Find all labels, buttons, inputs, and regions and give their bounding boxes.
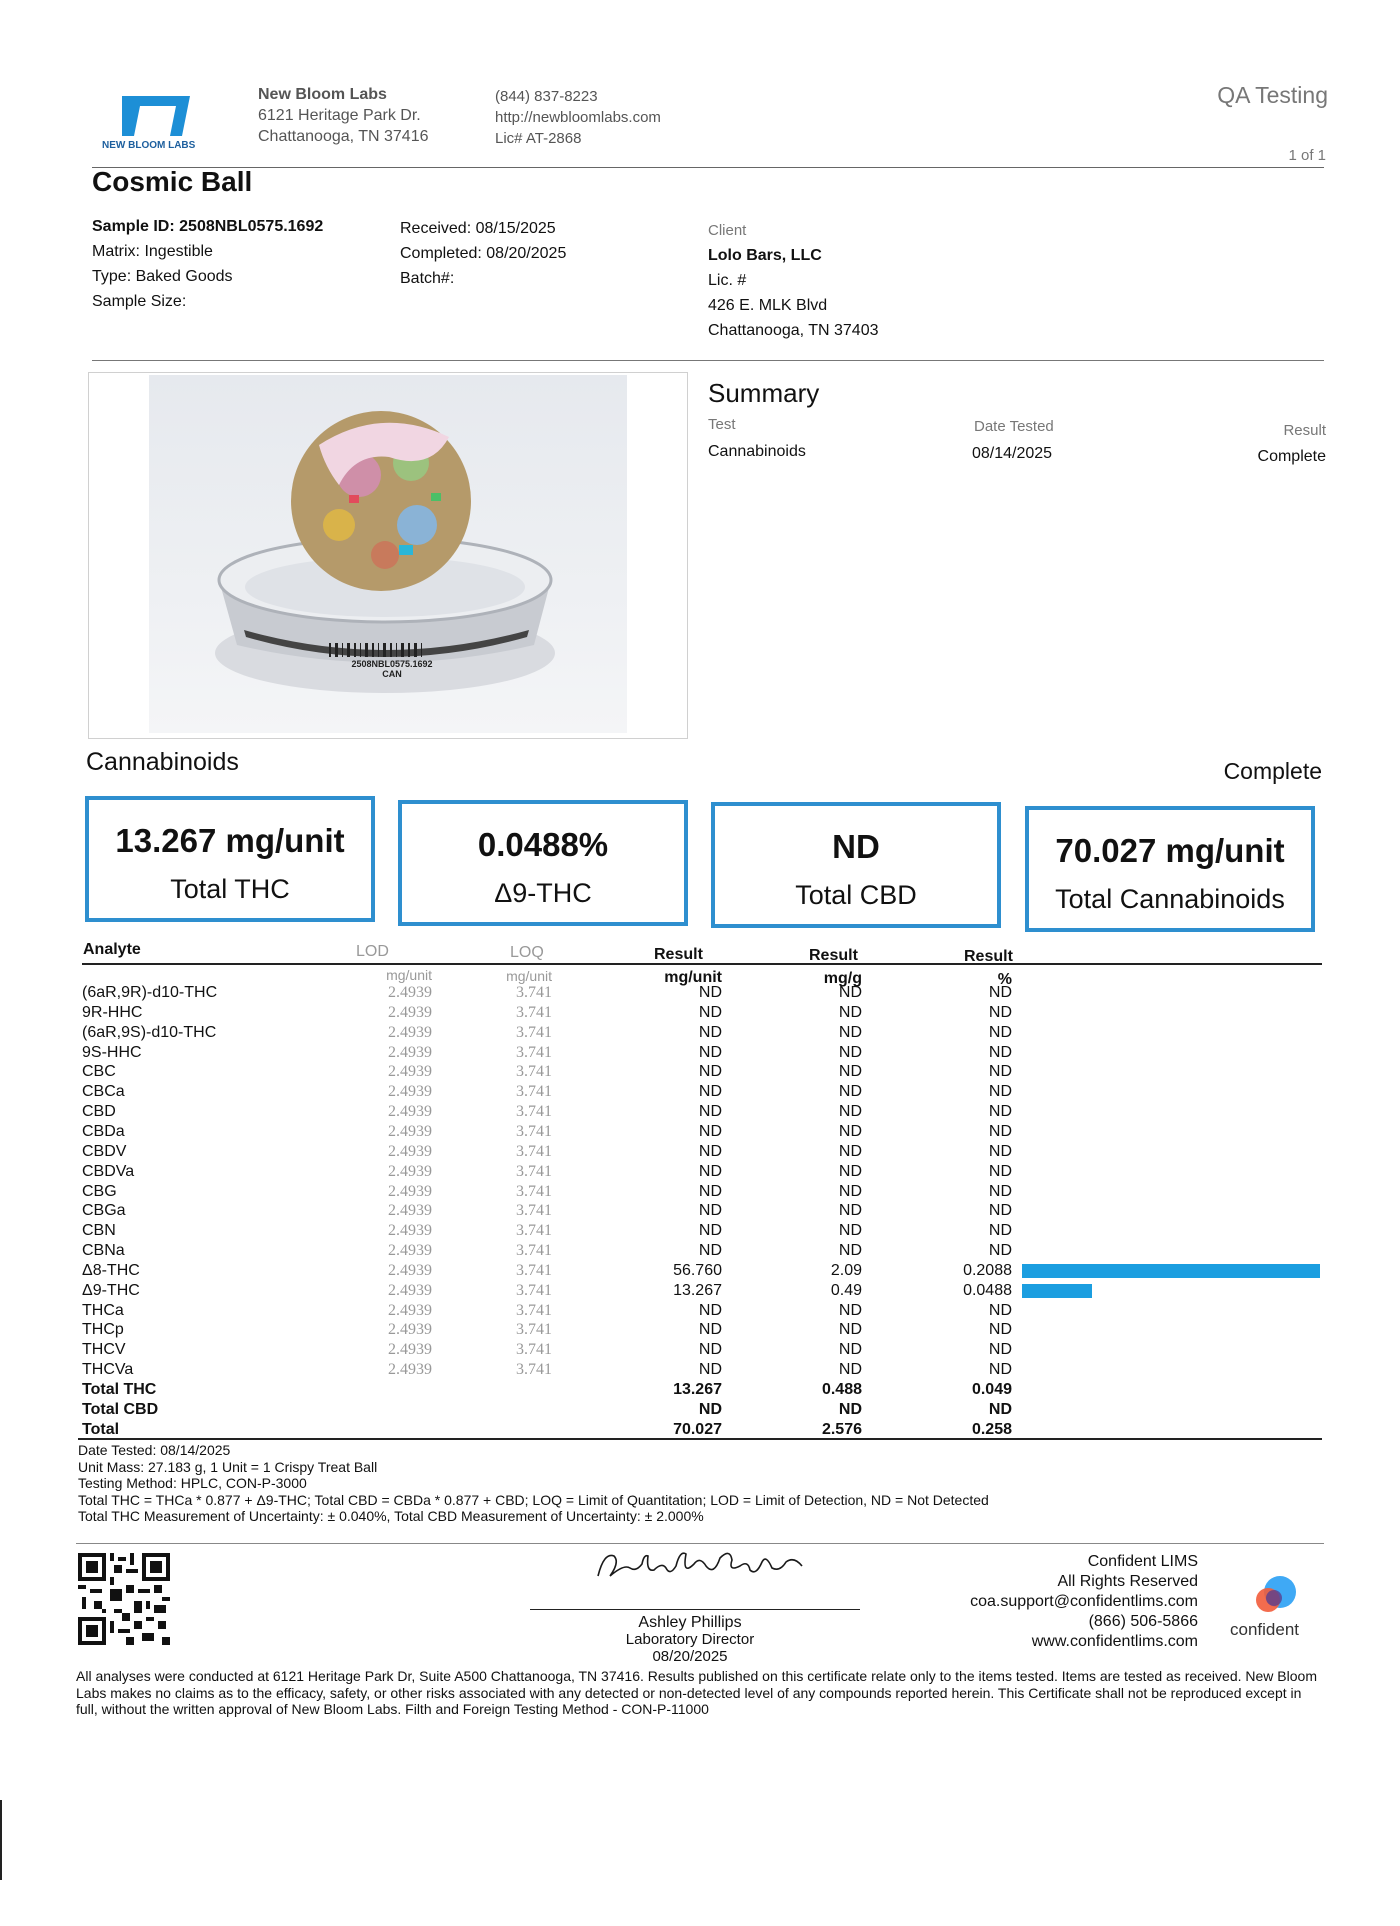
- lab-address: [258, 84, 429, 147]
- photo-sample-label: [337, 659, 447, 679]
- cell-name: CBGa: [82, 1202, 126, 1220]
- cell-r3: ND: [988, 1301, 1012, 1319]
- kpi-total-cbd-label: Total CBD: [795, 880, 917, 910]
- qr-code-icon[interactable]: [78, 1553, 170, 1645]
- cell-lod: 2.4939: [388, 1222, 432, 1240]
- cell-r3: ND: [988, 1122, 1012, 1140]
- cell-lod: 2.4939: [388, 1043, 432, 1061]
- cell-r3: ND: [988, 1103, 1012, 1121]
- client-label: Client: [708, 222, 747, 239]
- cell-r1: ND: [698, 1361, 722, 1379]
- cell-lod: 2.4939: [388, 1321, 432, 1339]
- lab-website[interactable]: http://newbloomlabs.com: [495, 109, 661, 126]
- unit-lod: mg/unit: [386, 967, 432, 983]
- cell-r3: ND: [988, 1321, 1012, 1339]
- lims-info: [970, 1552, 1198, 1652]
- signature-image: [590, 1542, 810, 1588]
- cell-lod: 2.4939: [388, 1122, 432, 1140]
- confident-logo: [1230, 1574, 1340, 1644]
- cell-r2: ND: [838, 1103, 862, 1121]
- cell-loq: 3.741: [516, 1023, 552, 1041]
- cell-lod: 2.4939: [388, 1182, 432, 1200]
- photo-sample-id: 2508NBL0575.1692: [351, 659, 433, 669]
- kpi-total-thc-value: 13.267 mg/unit: [115, 822, 345, 859]
- col-result-mgunit: Result: [654, 946, 703, 963]
- cell-loq: 3.741: [516, 1242, 552, 1260]
- lab-license: Lic# AT-2868: [495, 130, 582, 147]
- cell-loq: 3.741: [516, 1142, 552, 1160]
- scan-edge-mark: [0, 1800, 2, 1880]
- lims-email[interactable]: coa.support@confidentlims.com: [970, 1593, 1198, 1610]
- cell-r2: ND: [838, 1202, 862, 1220]
- lab-address-line1: 6121 Heritage Park Dr.: [258, 107, 421, 124]
- kpi-total-thc-label: Total THC: [170, 874, 290, 904]
- cell-name: 9S-HHC: [82, 1043, 142, 1061]
- table-row: [82, 1183, 1322, 1203]
- col-analyte: Analyte: [83, 941, 141, 958]
- cell-r1: ND: [698, 1321, 722, 1339]
- signatory-title: Laboratory Director: [625, 1631, 755, 1648]
- table-header-rule: [82, 963, 1322, 965]
- sample-dates: [400, 216, 566, 291]
- cell-loq: 3.741: [516, 1083, 552, 1101]
- total-cell-name: Total CBD: [82, 1400, 159, 1418]
- cell-r1: ND: [698, 1103, 722, 1121]
- cell-name: CBNa: [82, 1242, 125, 1260]
- kpi-total-cannabinoids-label: Total Cannabinoids: [1055, 884, 1285, 914]
- header-divider: [92, 167, 1324, 168]
- cell-r2: ND: [838, 984, 862, 1001]
- note-formula: Total THC = THCa * 0.877 + Δ9-THC; Total CBD = CBDa * 0.877 + CBD; LOQ = Limit of Quantitation; LOD = Limit of Detection, ND = Not Detected: [78, 1491, 989, 1508]
- summary-date: 08/14/2025: [972, 445, 1053, 462]
- signatory: [520, 1614, 860, 1665]
- cell-r1: ND: [698, 1301, 722, 1319]
- kpi-d9-thc-label: Δ9-THC: [494, 878, 592, 908]
- cell-r1: ND: [698, 1242, 722, 1260]
- cell-name: CBDVa: [82, 1162, 135, 1180]
- cell-name: CBDV: [82, 1142, 127, 1160]
- lims-rights: All Rights Reserved: [1057, 1573, 1198, 1590]
- sample-size: Sample Size:: [92, 293, 187, 310]
- kpi-total-thc: [85, 796, 375, 922]
- cell-r3: ND: [988, 1361, 1012, 1379]
- received-date: Received: 08/15/2025: [400, 220, 556, 237]
- cell-name: (6aR,9S)-d10-THC: [82, 1023, 217, 1041]
- note-date-tested: Date Tested: 08/14/2025: [78, 1442, 231, 1458]
- client-info: [708, 218, 879, 343]
- col-result-pct: Result: [964, 948, 1013, 965]
- client-name: Lolo Bars, LLC: [708, 247, 822, 264]
- result-bar: [1022, 1284, 1092, 1298]
- table-row: [82, 1024, 1322, 1044]
- cell-r3: ND: [988, 1242, 1012, 1260]
- table-row: [82, 1361, 1322, 1381]
- table-row: [82, 1044, 1322, 1064]
- cell-lod: 2.4939: [388, 1003, 432, 1021]
- cell-r1: 56.760: [673, 1261, 722, 1279]
- total-cell-r3: 0.258: [971, 1420, 1012, 1438]
- signature-graphic: [590, 1542, 810, 1588]
- total-cell-r3: ND: [988, 1400, 1012, 1418]
- cell-loq: 3.741: [516, 1301, 552, 1319]
- table-row: [82, 1143, 1322, 1163]
- col-lod: LOD: [356, 943, 389, 960]
- cell-loq: 3.741: [516, 984, 552, 1001]
- client-address-line2: Chattanooga, TN 37403: [708, 322, 879, 339]
- cell-r1: ND: [698, 1341, 722, 1359]
- cell-r2: ND: [838, 1301, 862, 1319]
- summary-test: Cannabinoids: [708, 443, 806, 460]
- unit-loq: mg/unit: [506, 968, 552, 984]
- cell-name: CBC: [82, 1063, 116, 1081]
- total-row: [82, 1381, 1322, 1401]
- cell-r3: 0.0488: [963, 1281, 1012, 1299]
- sample-info: [92, 214, 323, 314]
- lab-logo: [102, 92, 206, 154]
- cell-loq: 3.741: [516, 1341, 552, 1359]
- cell-r3: ND: [988, 1043, 1012, 1061]
- total-row: [82, 1401, 1322, 1421]
- cell-r1: ND: [698, 1063, 722, 1081]
- table-row: [82, 1063, 1322, 1083]
- cell-name: THCp: [82, 1321, 124, 1339]
- client-address-line1: 426 E. MLK Blvd: [708, 297, 828, 314]
- cell-r3: ND: [988, 1182, 1012, 1200]
- cell-r2: 2.09: [830, 1261, 862, 1279]
- cell-loq: 3.741: [516, 1361, 552, 1379]
- client-license: Lic. #: [708, 272, 747, 289]
- cell-r2: ND: [838, 1023, 862, 1041]
- cell-lod: 2.4939: [388, 1063, 432, 1081]
- total-cell-r3: 0.049: [971, 1381, 1012, 1398]
- cell-loq: 3.741: [516, 1261, 552, 1279]
- cell-r1: ND: [698, 1003, 722, 1021]
- cell-lod: 2.4939: [388, 1281, 432, 1299]
- cell-r3: ND: [988, 1142, 1012, 1160]
- table-row: [82, 1103, 1322, 1123]
- kpi-d9-thc-value: 0.0488%: [477, 826, 609, 863]
- cell-name: Δ9-THC: [82, 1281, 140, 1299]
- cell-lod: 2.4939: [388, 984, 432, 1001]
- cell-r1: ND: [698, 1083, 722, 1101]
- total-cell-r1: 70.027: [673, 1420, 722, 1438]
- cell-lod: 2.4939: [388, 1341, 432, 1359]
- signatory-name: Ashley Phillips: [638, 1614, 742, 1631]
- kpi-total-cannabinoids-value: 70.027 mg/unit: [1055, 832, 1285, 869]
- cell-r1: 13.267: [673, 1281, 722, 1299]
- completed-date: Completed: 08/20/2025: [400, 245, 567, 262]
- sample-photo: [149, 375, 627, 733]
- cell-lod: 2.4939: [388, 1023, 432, 1041]
- cell-r2: ND: [838, 1003, 862, 1021]
- sample-photo-frame: [88, 372, 688, 739]
- col-result-mgg: Result: [809, 947, 858, 964]
- cell-r3: ND: [988, 1003, 1012, 1021]
- lab-phone: (844) 837-8223: [495, 88, 598, 105]
- kpi-total-cbd: [711, 802, 1001, 928]
- product-title: Cosmic Ball: [92, 166, 253, 197]
- cell-r2: ND: [838, 1083, 862, 1101]
- result-bar: [1022, 1264, 1320, 1278]
- cell-r1: ND: [698, 1202, 722, 1220]
- cell-r2: ND: [838, 1162, 862, 1180]
- cell-name: 9R-HHC: [82, 1003, 143, 1021]
- kpi-total-cannabinoids: [1025, 806, 1315, 932]
- cell-name: CBDa: [82, 1122, 125, 1140]
- table-row: [82, 1222, 1322, 1242]
- qr-code-graphic: [78, 1553, 170, 1645]
- cell-r3: ND: [988, 984, 1012, 1001]
- cell-loq: 3.741: [516, 1043, 552, 1061]
- cell-r2: ND: [838, 1182, 862, 1200]
- table-row: [82, 1302, 1322, 1322]
- cell-lod: 2.4939: [388, 1202, 432, 1220]
- kpi-d9-thc: [398, 800, 688, 926]
- summary-title: Summary: [708, 378, 820, 408]
- cell-loq: 3.741: [516, 1321, 552, 1339]
- cell-loq: 3.741: [516, 1063, 552, 1081]
- table-row: [82, 1123, 1322, 1143]
- kpi-total-cbd-value: ND: [832, 828, 880, 865]
- summary-col-test: Test: [708, 416, 736, 433]
- cell-name: THCVa: [82, 1361, 134, 1379]
- total-cell-r2: ND: [838, 1400, 862, 1418]
- cannabinoids-title: Cannabinoids: [86, 748, 239, 776]
- cell-r2: ND: [838, 1142, 862, 1160]
- batch-number: Batch#:: [400, 270, 455, 287]
- unit-r1: mg/unit: [664, 969, 722, 986]
- sample-matrix: Matrix: Ingestible: [92, 243, 213, 260]
- total-cell-name: Total: [82, 1420, 120, 1438]
- cell-r2: ND: [838, 1043, 862, 1061]
- cell-name: CBN: [82, 1222, 116, 1240]
- cell-loq: 3.741: [516, 1103, 552, 1121]
- cell-r2: ND: [838, 1242, 862, 1260]
- sample-id-value: 2508NBL0575.1692: [179, 218, 324, 235]
- lims-name: Confident LIMS: [1087, 1553, 1198, 1570]
- disclaimer: All analyses were conducted at 6121 Heritage Park Dr, Suite A500 Chattanooga, TN 37416. Results published on this certificate relate only to the items tested. Items are tested as received. New Bloom Labs makes no claims as to the efficacy, safety, or other risks associated with any detected or non-detected level of any compounds reported herein. This Certificate shall not be reproduced except in full, without the written approval of New Bloom Labs. Filth and Foreign Testing Method - CON-P-11000: [76, 1668, 1317, 1717]
- table-row: [82, 1083, 1322, 1103]
- note-method: Testing Method: HPLC, CON-P-3000: [78, 1475, 307, 1491]
- table-row: [82, 1282, 1322, 1302]
- sample-id-label: Sample ID:: [92, 218, 175, 235]
- cell-name: Δ8-THC: [82, 1261, 140, 1279]
- summary-col-result: Result: [1283, 422, 1326, 439]
- cell-loq: 3.741: [516, 1281, 552, 1299]
- total-cell-name: Total THC: [82, 1381, 157, 1398]
- cell-r3: ND: [988, 1162, 1012, 1180]
- cell-loq: 3.741: [516, 1003, 552, 1021]
- cell-r2: ND: [838, 1361, 862, 1379]
- cell-lod: 2.4939: [388, 1162, 432, 1180]
- cell-name: CBCa: [82, 1083, 125, 1101]
- cell-loq: 3.741: [516, 1182, 552, 1200]
- lab-logo-text: NEW BLOOM LABS: [102, 140, 196, 151]
- lims-site[interactable]: www.confidentlims.com: [1031, 1633, 1198, 1650]
- cell-r3: ND: [988, 1083, 1012, 1101]
- note-uncertainty: Total THC Measurement of Uncertainty: ± 0.040%, Total CBD Measurement of Uncertainty: ± 2.000%: [78, 1508, 704, 1524]
- table-row: [82, 984, 1322, 1004]
- lab-contact: [495, 86, 661, 149]
- table-row: [82, 1004, 1322, 1024]
- signature-line: [530, 1609, 860, 1610]
- cell-r1: ND: [698, 1162, 722, 1180]
- notes: [78, 1442, 989, 1525]
- cell-r1: ND: [698, 1122, 722, 1140]
- cell-name: (6aR,9R)-d10-THC: [82, 984, 218, 1001]
- cell-r2: ND: [838, 1341, 862, 1359]
- lab-address-line2: Chattanooga, TN 37416: [258, 128, 429, 145]
- confident-logo-icon: [1246, 1574, 1306, 1620]
- cell-loq: 3.741: [516, 1122, 552, 1140]
- note-unit-mass: Unit Mass: 27.183 g, 1 Unit = 1 Crispy Treat Ball: [78, 1458, 378, 1475]
- cell-lod: 2.4939: [388, 1301, 432, 1319]
- table-row: [82, 1163, 1322, 1183]
- table-bottom-rule: [78, 1438, 1322, 1440]
- confident-logo-text: confident: [1230, 1620, 1299, 1639]
- table-row: [82, 1202, 1322, 1222]
- table-row: [82, 1321, 1322, 1341]
- cell-r3: ND: [988, 1341, 1012, 1359]
- cell-r3: ND: [988, 1023, 1012, 1041]
- cell-lod: 2.4939: [388, 1083, 432, 1101]
- cell-name: CBD: [82, 1103, 116, 1121]
- cell-r1: ND: [698, 1023, 722, 1041]
- meta-divider: [92, 360, 1324, 361]
- cell-r3: ND: [988, 1063, 1012, 1081]
- cell-r2: ND: [838, 1122, 862, 1140]
- cell-r1: ND: [698, 984, 722, 1001]
- cannabinoids-status: Complete: [1223, 758, 1322, 784]
- total-cell-r2: 2.576: [821, 1420, 862, 1438]
- cell-lod: 2.4939: [388, 1242, 432, 1260]
- cell-r2: ND: [838, 1321, 862, 1339]
- total-cell-r2: 0.488: [821, 1381, 862, 1398]
- summary-result: Complete: [1257, 448, 1326, 465]
- table-row: [82, 1242, 1322, 1262]
- summary-col-date: Date Tested: [974, 418, 1054, 435]
- sample-type: Type: Baked Goods: [92, 268, 233, 285]
- cell-loq: 3.741: [516, 1162, 552, 1180]
- cell-loq: 3.741: [516, 1222, 552, 1240]
- cell-r3: ND: [988, 1222, 1012, 1240]
- col-loq: LOQ: [510, 944, 544, 961]
- cell-r2: 0.49: [830, 1281, 862, 1299]
- table-row: [82, 1341, 1322, 1361]
- total-cell-r1: ND: [698, 1400, 722, 1418]
- cell-r1: ND: [698, 1043, 722, 1061]
- page-number: 1 of 1: [1288, 147, 1326, 164]
- lims-phone: (866) 506-5866: [1088, 1613, 1198, 1630]
- cell-r1: ND: [698, 1222, 722, 1240]
- sample-photo-illustration: [149, 375, 627, 733]
- cell-loq: 3.741: [516, 1202, 552, 1220]
- cell-name: CBG: [82, 1182, 117, 1200]
- cell-r1: ND: [698, 1182, 722, 1200]
- cell-lod: 2.4939: [388, 1103, 432, 1121]
- cell-r3: ND: [988, 1202, 1012, 1220]
- cell-lod: 2.4939: [388, 1261, 432, 1279]
- unit-r3: %: [997, 971, 1012, 988]
- sample-id: [92, 214, 323, 239]
- total-cell-r1: 13.267: [673, 1381, 722, 1398]
- table-row: [82, 1262, 1322, 1282]
- signatory-date: 08/20/2025: [652, 1648, 728, 1665]
- cell-r2: ND: [838, 1222, 862, 1240]
- cell-name: THCa: [82, 1301, 124, 1319]
- cell-lod: 2.4939: [388, 1142, 432, 1160]
- cell-name: THCV: [82, 1341, 126, 1359]
- cell-r3: 0.2088: [963, 1261, 1012, 1279]
- unit-r2: mg/g: [823, 970, 862, 987]
- qa-testing-label: QA Testing: [1217, 82, 1328, 108]
- cell-lod: 2.4939: [388, 1361, 432, 1379]
- cell-r2: ND: [838, 1063, 862, 1081]
- cell-r1: ND: [698, 1142, 722, 1160]
- lab-name: New Bloom Labs: [258, 86, 387, 103]
- photo-sample-code: CAN: [382, 669, 402, 679]
